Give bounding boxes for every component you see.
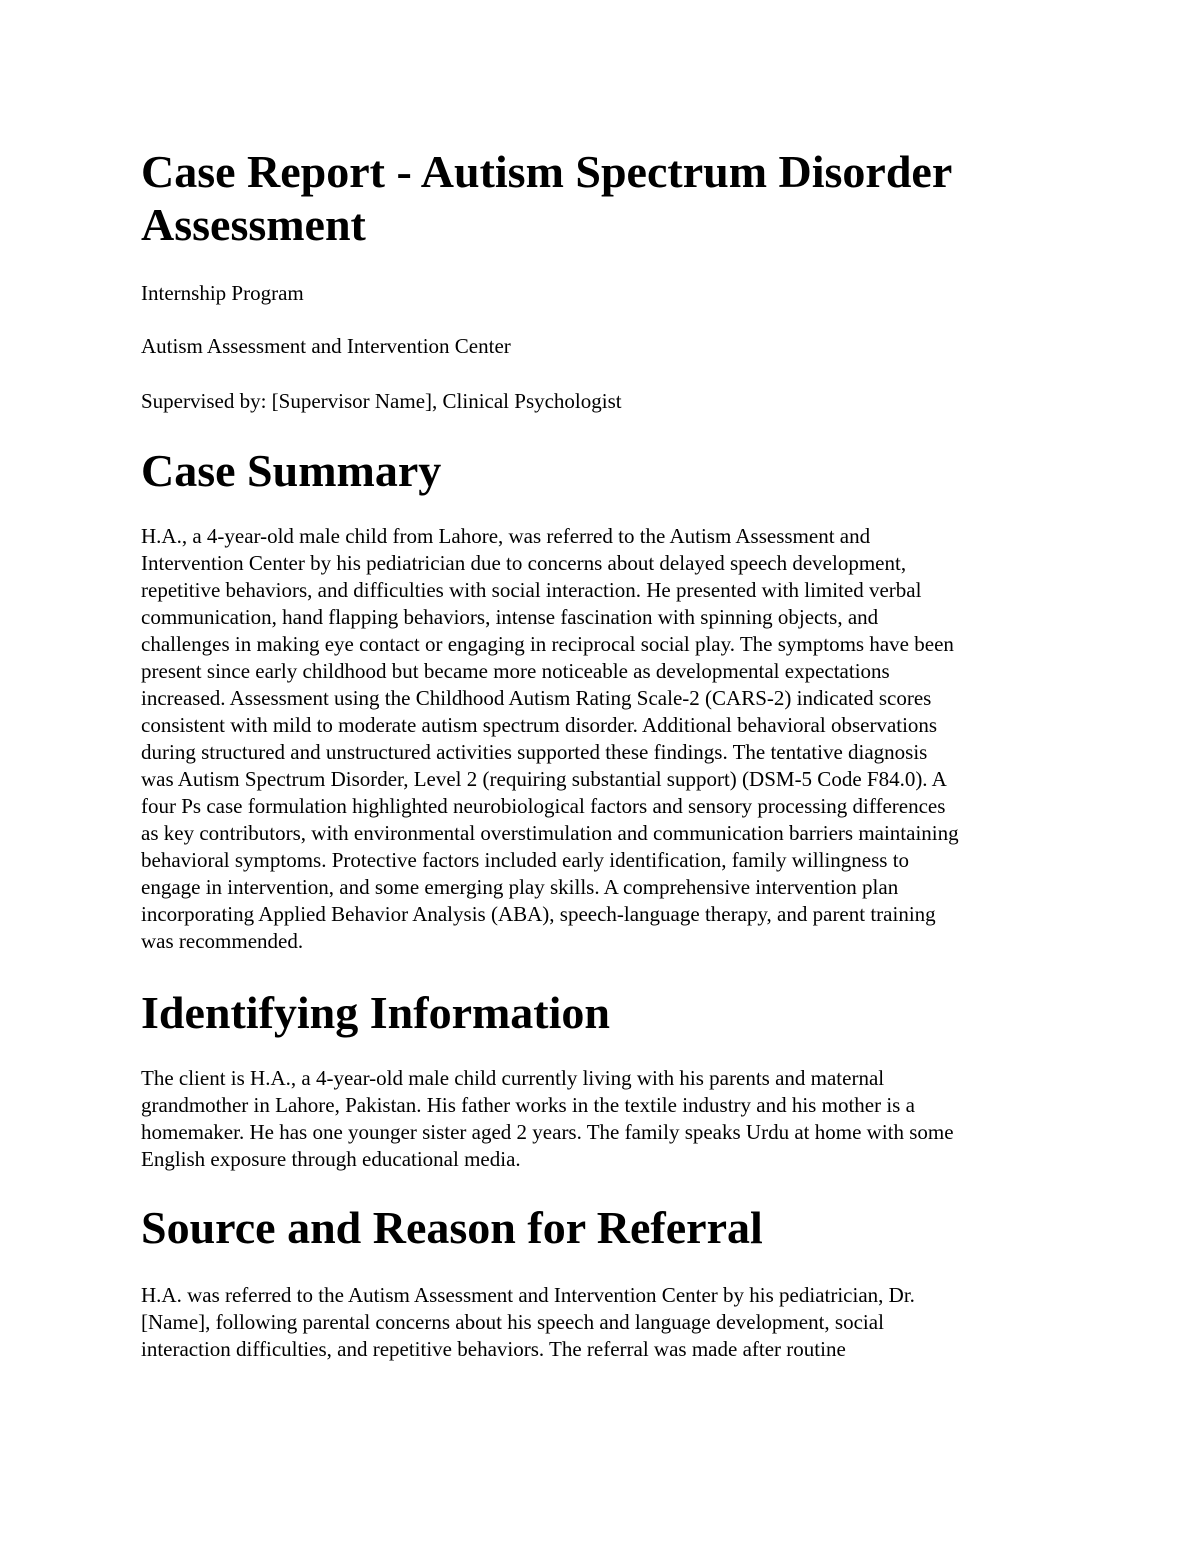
paragraph-line: was Autism Spectrum Disorder, Level 2 (requiring substantial support) (DSM-5 Code F84.0). A (141, 767, 947, 791)
paragraph-line: behavioral symptoms. Protective factors included early identification, family willingness to (141, 848, 910, 872)
paragraph-line: grandmother in Lahore, Pakistan. His father works in the textile industry and his mother is a (141, 1093, 915, 1117)
paragraph-line: English exposure through educational media. (141, 1147, 521, 1171)
paragraph-line: Intervention Center by his pediatrician due to concerns about delayed speech development, (141, 551, 907, 575)
paragraph-line: was recommended. (141, 929, 304, 953)
paragraph-line: increased. Assessment using the Childhood Autism Rating Scale-2 (CARS-2) indicated scores (141, 686, 932, 710)
paragraph-line: during structured and unstructured activities supported these findings. The tentative diagnosis (141, 740, 928, 764)
referral-paragraph (141, 1282, 1063, 1363)
identifying-information-paragraph (141, 1065, 1063, 1173)
case-summary-paragraph (141, 523, 1063, 955)
referral-heading: Source and Reason for Referral (141, 1202, 763, 1253)
case-summary-heading: Case Summary (141, 445, 442, 496)
paragraph-line: H.A. was referred to the Autism Assessment and Intervention Center by his pediatrician, Dr. (141, 1283, 915, 1307)
paragraph-line: H.A., a 4-year-old male child from Lahore, was referred to the Autism Assessment and (141, 524, 871, 548)
center-line: Autism Assessment and Intervention Center (141, 334, 511, 358)
paragraph-line: [Name], following parental concerns about his speech and language development, social (141, 1310, 884, 1334)
paragraph-line: four Ps case formulation highlighted neurobiological factors and sensory processing differences (141, 794, 946, 818)
paragraph-line: repetitive behaviors, and difficulties with social interaction. He presented with limited verbal (141, 578, 922, 602)
paragraph-line: The client is H.A., a 4-year-old male child currently living with his parents and maternal (141, 1066, 885, 1090)
document-title: Case Report - Autism Spectrum Disorder Assessment (141, 146, 952, 250)
supervisor-line: Supervised by: [Supervisor Name], Clinical Psychologist (141, 389, 622, 413)
paragraph-line: as key contributors, with environmental overstimulation and communication barriers maintaining (141, 821, 959, 845)
identifying-information-heading: Identifying Information (141, 987, 610, 1038)
paragraph-line: communication, hand flapping behaviors, intense fascination with spinning objects, and (141, 605, 879, 629)
paragraph-line: challenges in making eye contact or engaging in reciprocal social play. The symptoms have been (141, 632, 954, 656)
paragraph-line: interaction difficulties, and repetitive behaviors. The referral was made after routine (141, 1337, 846, 1361)
paragraph-line: engage in intervention, and some emerging play skills. A comprehensive intervention plan (141, 875, 899, 899)
paragraph-line: consistent with mild to moderate autism spectrum disorder. Additional behavioral observations (141, 713, 938, 737)
paragraph-line: homemaker. He has one younger sister aged 2 years. The family speaks Urdu at home with some (141, 1120, 954, 1144)
paragraph-line: incorporating Applied Behavior Analysis (ABA), speech-language therapy, and parent training (141, 902, 936, 926)
paragraph-line: present since early childhood but became more noticeable as developmental expectations (141, 659, 890, 683)
program-line: Internship Program (141, 281, 304, 305)
